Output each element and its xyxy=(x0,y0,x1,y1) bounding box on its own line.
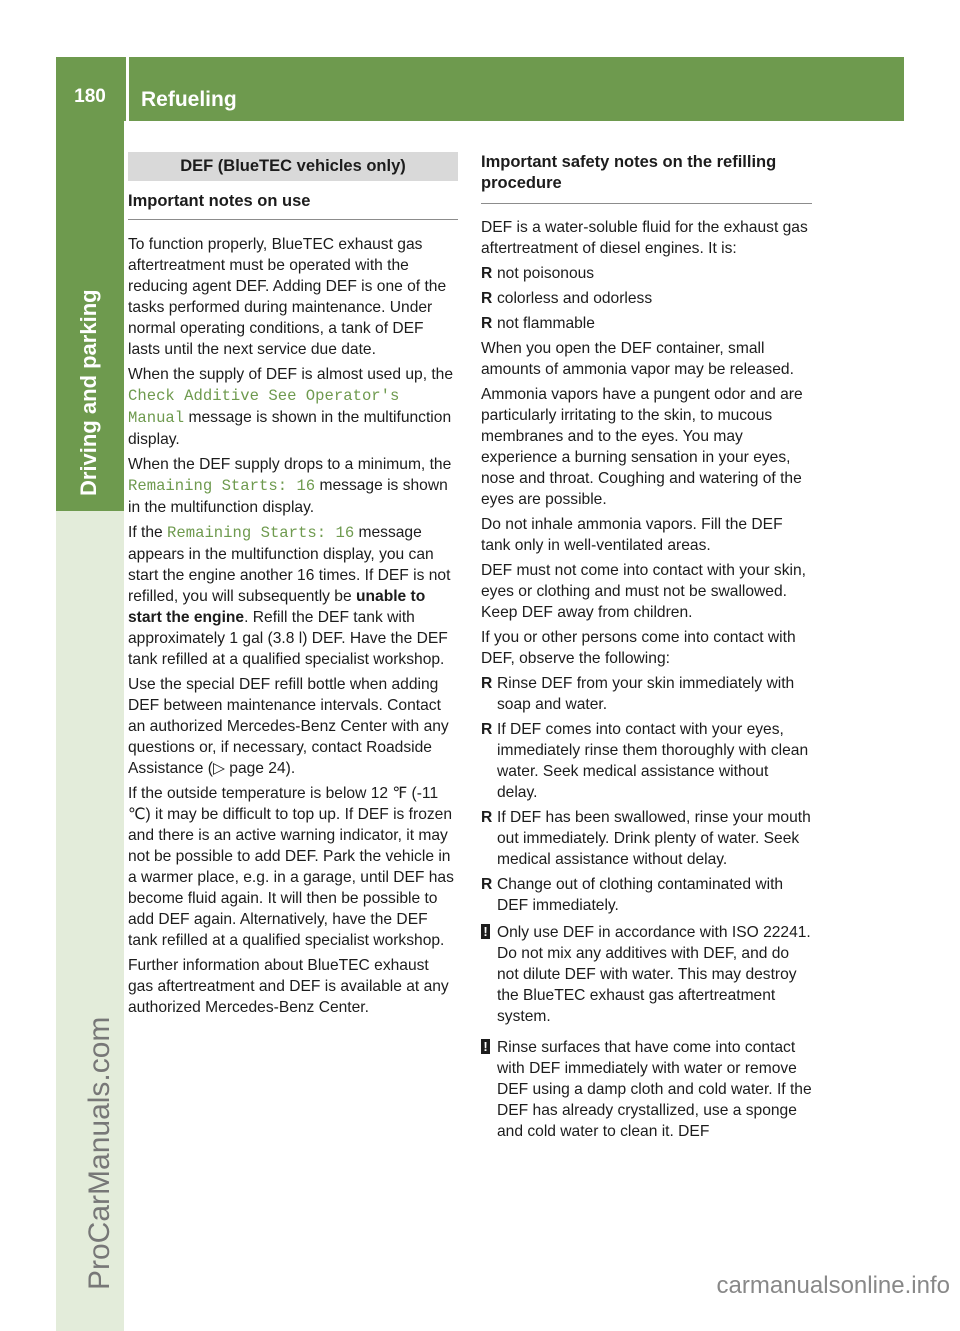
warning-icon: ! xyxy=(481,924,490,939)
material-damage-note: ! Rinse surfaces that have come into contact with DEF immediately with water or remove DEF using a damp cloth and cold water. If the DEF has already crystallized, use a sponge and cold water to clean it. DEF xyxy=(481,1037,812,1142)
watermark-left: ProCarManuals.com xyxy=(83,1016,116,1290)
paragraph: Further information about BlueTEC exhaust gas aftertreatment and DEF is available at any authorized Mercedes-Benz Center. xyxy=(128,957,449,1016)
list-item: R not poisonous xyxy=(481,265,595,282)
paragraph: If the Remaining Starts: 16 message appears in the multifunction display, you can start the engine another 16 times. If DEF is not refilled, you will subsequently be unable to start the engine. Refill the DEF tank with approximately 1 gal (3.8 l) DEF. Have the DEF tank refilled at a qualified specialist workshop. xyxy=(128,524,451,668)
first-aid-list xyxy=(481,673,812,916)
subheading-safety-notes: Important safety notes on the refilling procedure xyxy=(481,152,812,204)
right-column xyxy=(481,152,812,1152)
watermark-bottom: carmanualsonline.info xyxy=(716,1272,950,1299)
bullet-icon: R xyxy=(481,290,493,307)
bullet-icon: R xyxy=(481,721,493,738)
paragraph: Do not inhale ammonia vapors. Fill the DEF tank only in well-ventilated areas. xyxy=(481,516,783,554)
header-divider xyxy=(126,57,129,121)
material-damage-note: ! Only use DEF in accordance with ISO 22241. Do not mix any additives with DEF, and do not dilute DEF with water. This may destroy the BlueTEC exhaust gas aftertreatment system. xyxy=(481,922,812,1027)
subheading-important-notes: Important notes on use xyxy=(128,191,458,220)
paragraph: When you open the DEF container, small amounts of ammonia vapor may be released. xyxy=(481,340,794,378)
list-item: R If DEF has been swallowed, rinse your mouth out immediately. Drink plenty of water. Seek medical assistance without delay. xyxy=(481,809,811,868)
paragraph: When the supply of DEF is almost used up, the Check Additive See Operator's Manual message is shown in the multifunction display. xyxy=(128,366,454,448)
paragraph: DEF must not come into contact with your skin, eyes or clothing and must not be swallowed. Keep DEF away from children. xyxy=(481,562,806,621)
display-message: Remaining Starts: 16 xyxy=(128,477,316,495)
bullet-icon: R xyxy=(481,675,493,692)
list-item: R If DEF comes into contact with your eyes, immediately rinse them thoroughly with clean water. Seek medical assistance without delay. xyxy=(481,721,809,801)
paragraph: Ammonia vapors have a pungent odor and are particularly irritating to the skin, to mucous membranes and to the eyes. You may experience a burning sensation in your eyes, nose and throat. Coughing and watering of the eyes are possible. xyxy=(481,386,803,508)
list-item: R Rinse DEF from your skin immediately with soap and water. xyxy=(481,675,795,713)
list-item: R not flammable xyxy=(481,315,595,332)
property-list xyxy=(481,263,812,334)
paragraph: When the DEF supply drops to a minimum, the Remaining Starts: 16 message is shown in the multifunction display. xyxy=(128,456,452,516)
paragraph: To function properly, BlueTEC exhaust gas aftertreatment must be operated with the reducing agent DEF. Adding DEF is one of the tasks performed during maintenance. Under normal operating conditions, a tank of DEF lasts until the next service due date. xyxy=(128,236,447,358)
paragraph: If you or other persons come into contact with DEF, observe the following: xyxy=(481,629,796,667)
paragraph: If the outside temperature is below 12 ℉ (‑11 ℃) it may be difficult to top up. If DEF is frozen and there is an active warning indicator, it may not be possible to add DEF. Park the vehicle in a warmer place, e.g. in a garage, until DEF has become fluid again. It will then be possible to add DEF again. Alternatively, have the DEF tank refilled at a qualified specialist workshop. xyxy=(128,785,454,949)
bullet-icon: R xyxy=(481,876,493,893)
display-message: Check Additive See Operator's Manual xyxy=(128,387,400,427)
section-title: Refueling xyxy=(141,88,237,111)
paragraph: Use the special DEF refill bottle when adding DEF between maintenance intervals. Contact an authorized Mercedes-Benz Center with any questions or, if necessary, contact Roadside Assistance (▷ page 24). xyxy=(128,676,449,777)
display-message: Remaining Starts: 16 xyxy=(167,524,355,542)
page-reference-link[interactable]: page 24). xyxy=(224,760,296,777)
left-column xyxy=(128,152,458,1022)
side-tab-label: Driving and parking xyxy=(76,289,101,496)
page-number: 180 xyxy=(74,86,106,107)
list-item: R colorless and odorless xyxy=(481,290,653,307)
page-ref-arrow-icon: ▷ xyxy=(212,760,225,777)
bullet-icon: R xyxy=(481,809,493,826)
bullet-icon: R xyxy=(481,265,493,282)
paragraph: DEF is a water-soluble fluid for the exhaust gas aftertreatment of diesel engines. It is: xyxy=(481,219,808,257)
warning-icon: ! xyxy=(481,1039,490,1054)
emphasis: unable to start the engine xyxy=(128,588,426,626)
list-item: R Change out of clothing contaminated with DEF immediately. xyxy=(481,876,784,914)
bullet-icon: R xyxy=(481,315,493,332)
section-band-title: DEF (BlueTEC vehicles only) xyxy=(128,152,458,181)
